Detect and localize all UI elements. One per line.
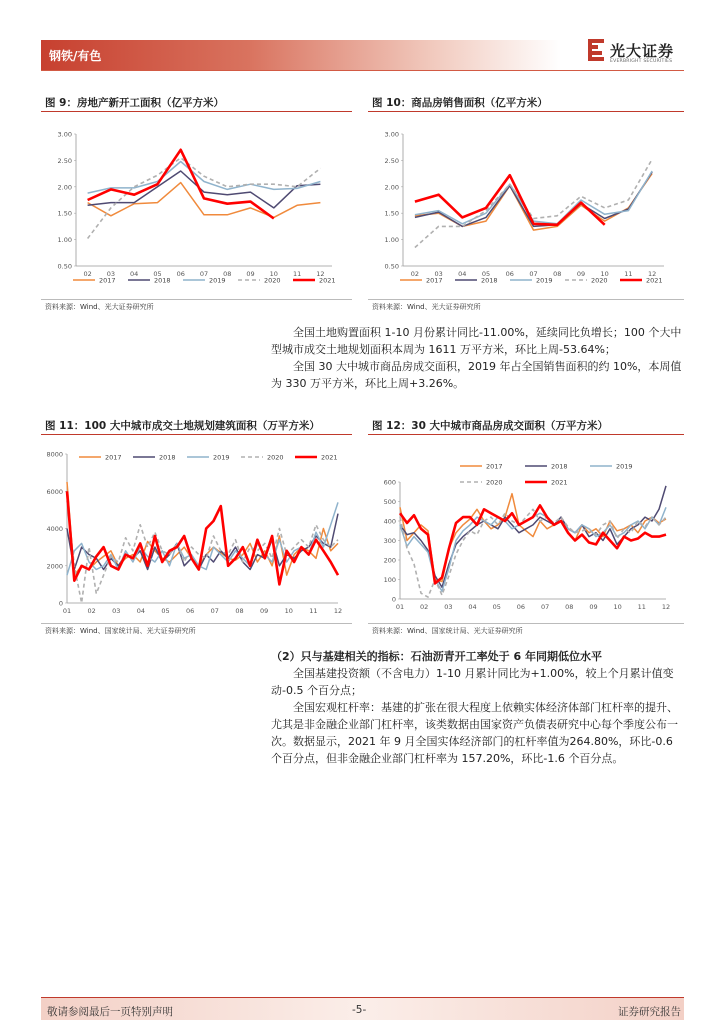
fig9-ytick-label: 1.50 bbox=[57, 209, 72, 218]
fig11-xtick-label: 03 bbox=[112, 607, 121, 615]
fig11-ytick-label: 6000 bbox=[46, 487, 63, 496]
fig12-xtick-label: 07 bbox=[540, 603, 550, 611]
fig9-xtick-label: 03 bbox=[106, 270, 116, 278]
fig9-legend-label-2017: 2017 bbox=[99, 276, 116, 285]
fig12-xtick-label: 04 bbox=[468, 603, 477, 611]
footer-report-type: 证券研究报告 bbox=[618, 1006, 681, 1018]
fig12-ytick-label: 300 bbox=[383, 537, 396, 545]
fig10-legend-label-2019: 2019 bbox=[536, 276, 553, 285]
fig9-series-2019 bbox=[88, 162, 321, 194]
fig10-ytick-label: 0.50 bbox=[384, 262, 399, 271]
fig10-series-2019 bbox=[415, 171, 652, 224]
fig12-xtick-label: 05 bbox=[492, 603, 501, 611]
page-number: -5- bbox=[352, 1004, 367, 1016]
fig10-legend-label-2020: 2020 bbox=[591, 276, 608, 285]
fig10-legend-label-2018: 2018 bbox=[481, 276, 498, 285]
fig9-xtick-label: 08 bbox=[223, 270, 232, 278]
fig12-ytick-label: 600 bbox=[383, 478, 396, 487]
fig12-legend-label-2019: 2019 bbox=[616, 462, 633, 471]
fig10-ytick-label: 1.50 bbox=[384, 209, 399, 218]
fig12-xtick-label: 12 bbox=[661, 603, 671, 611]
fig9-ytick-label: 2.50 bbox=[57, 156, 72, 165]
fig9-xtick-label: 02 bbox=[83, 270, 92, 278]
fig10-source-rule bbox=[368, 299, 684, 300]
fig12-legend-label-2017: 2017 bbox=[486, 462, 503, 471]
fig10-legend-label-2017: 2017 bbox=[426, 276, 443, 285]
fig12-series-2021 bbox=[400, 505, 666, 583]
fig9-ytick-label: 1.00 bbox=[57, 236, 72, 245]
fig11-xtick-label: 07 bbox=[210, 607, 219, 615]
footer-disclaimer: 敬请参阅最后一页特别声明 bbox=[47, 1006, 173, 1018]
fig11-ytick-label: 4000 bbox=[46, 525, 63, 533]
paragraph-infrastructure-investment: 全国基建投资额（不含电力）1-10 月累计同比为+1.00%，较上个月累计值变动-0.5 个百分点； bbox=[271, 667, 674, 697]
fig11-title: 图 11：100 大中城市成交土地规划建筑面积（万平方米） bbox=[45, 420, 320, 432]
fig12-xtick-label: 02 bbox=[420, 603, 429, 611]
fig11-source: 资料来源：Wind、国家统计局、光大证券研究所 bbox=[45, 627, 196, 635]
fig12-xtick-label: 09 bbox=[589, 603, 598, 611]
paragraph-block-2 bbox=[271, 665, 684, 767]
fig12-xtick-label: 08 bbox=[565, 603, 574, 611]
fig10-series-2021 bbox=[415, 175, 605, 225]
fig12-ytick-label: 100 bbox=[383, 576, 396, 584]
fig9-xtick-label: 09 bbox=[246, 270, 255, 278]
fig11-xtick-label: 10 bbox=[284, 607, 293, 615]
fig10-ytick-label: 1.00 bbox=[384, 236, 399, 245]
fig11-legend-label-2019: 2019 bbox=[213, 453, 230, 462]
fig10-source: 资料来源：Wind、光大证券研究所 bbox=[372, 303, 481, 311]
fig9-xtick-label: 11 bbox=[292, 270, 302, 278]
fig11-xtick-label: 09 bbox=[259, 607, 269, 615]
everbright-logo-icon bbox=[588, 39, 604, 61]
fig11-legend-label-2020: 2020 bbox=[267, 453, 284, 462]
fig10-xtick-label: 05 bbox=[481, 270, 491, 278]
fig9-legend-label-2019: 2019 bbox=[209, 276, 226, 285]
brand-name-en: EVERBRIGHT SECURITIES bbox=[610, 59, 673, 64]
brand-logo bbox=[588, 39, 688, 69]
fig10-series-2020 bbox=[415, 159, 652, 247]
fig11-xtick-label: 01 bbox=[62, 607, 72, 615]
fig9-ytick-label: 0.50 bbox=[57, 262, 72, 271]
fig10-legend-label-2021: 2021 bbox=[646, 276, 663, 285]
fig11-source-rule bbox=[41, 623, 352, 624]
fig10-xtick-label: 02 bbox=[410, 270, 420, 278]
fig9-xtick-label: 04 bbox=[130, 270, 139, 278]
fig12-xtick-label: 03 bbox=[444, 603, 453, 611]
fig9-source-rule bbox=[41, 299, 352, 300]
header-band bbox=[41, 40, 561, 70]
fig9-source: 资料来源：Wind、光大证券研究所 bbox=[45, 303, 154, 311]
fig12-xtick-label: 10 bbox=[613, 603, 622, 611]
fig11-xtick-label: 12 bbox=[333, 607, 343, 615]
fig12-source-rule bbox=[368, 623, 684, 624]
fig10-xtick-label: 09 bbox=[576, 270, 586, 278]
fig12-ytick-label: 400 bbox=[383, 517, 396, 526]
fig10-ytick-label: 2.00 bbox=[384, 183, 399, 192]
fig9-ytick-label: 3.00 bbox=[57, 130, 72, 139]
fig10-xtick-label: 04 bbox=[458, 270, 467, 278]
fig11-series-2021 bbox=[67, 491, 338, 584]
fig9-title: 图 9：房地产新开工面积（亿平方米） bbox=[45, 97, 224, 109]
paragraph-housing-transactions: 全国 30 大中城市商品房成交面积，2019 年占全国销售面积的约 10%，本周值为 330 万平方米，环比上周+3.26%。 bbox=[271, 360, 682, 390]
fig10-xtick-label: 06 bbox=[505, 270, 514, 278]
fig11-xtick-label: 02 bbox=[87, 607, 96, 615]
fig9-legend-label-2021: 2021 bbox=[319, 276, 336, 285]
fig12-title: 图 12：30 大中城市商品房成交面积（万平方米） bbox=[372, 420, 609, 432]
fig11-title-rule bbox=[41, 434, 352, 435]
fig10-ytick-label: 3.00 bbox=[384, 130, 399, 139]
fig9-xtick-label: 05 bbox=[153, 270, 162, 278]
fig11-ytick-label: 0 bbox=[58, 599, 63, 608]
fig10-ytick-label: 2.50 bbox=[384, 156, 399, 165]
fig10-chart bbox=[368, 118, 684, 296]
fig12-ytick-label: 0 bbox=[391, 595, 396, 604]
fig12-legend-label-2021: 2021 bbox=[551, 478, 568, 487]
fig12-title-rule bbox=[368, 434, 684, 435]
fig9-xtick-label: 06 bbox=[176, 270, 185, 278]
fig12-ytick-label: 500 bbox=[383, 498, 396, 506]
paragraph-land-purchase: 全国土地购置面积 1-10 月份累计同比-11.00%，延续同比负增长；100 个大中型城市成交土地规划面积本周为 1611 万平方米，环比上周-53.64%； bbox=[271, 326, 682, 356]
fig10-xtick-label: 08 bbox=[553, 270, 562, 278]
section-label: 钢铁/有色 bbox=[49, 49, 102, 63]
fig9-ytick-label: 2.00 bbox=[57, 183, 72, 192]
fig11-ytick-label: 8000 bbox=[46, 450, 63, 459]
fig11-xtick-label: 04 bbox=[136, 607, 146, 615]
fig11-xtick-label: 06 bbox=[186, 607, 195, 615]
header-rule bbox=[41, 70, 684, 71]
paragraph-macro-leverage: 全国宏观杠杆率：基建的扩张在很大程度上依赖实体经济体部门杠杆率的提升、尤其是非金融企业部门杠杆率，该类数据由国家资产负债表研究中心每个季度公布一次。数据显示，2021 年 9 月全国实体经济部门的杠杆率值为264.80%，环比-0.6 个百分点，但非金融企业部门杠杆率为 157.20%，环比-1.6 个百分点。 bbox=[271, 701, 678, 765]
fig11-legend-label-2018: 2018 bbox=[159, 453, 176, 462]
fig10-title: 图 10：商品房销售面积（亿平方米） bbox=[372, 97, 548, 109]
fig12-xtick-label: 11 bbox=[637, 603, 646, 611]
fig9-chart bbox=[41, 118, 352, 296]
fig12-legend-label-2020: 2020 bbox=[486, 478, 503, 487]
section-heading-infrastructure: （2）只与基建相关的指标：石油沥青开工率处于 6 年同期低位水平 bbox=[271, 650, 602, 663]
fig10-xtick-label: 07 bbox=[529, 270, 538, 278]
fig9-legend-label-2018: 2018 bbox=[154, 276, 171, 285]
fig11-xtick-label: 05 bbox=[161, 607, 170, 615]
fig12-xtick-label: 01 bbox=[395, 603, 405, 611]
fig11-legend-label-2017: 2017 bbox=[105, 453, 122, 462]
fig11-series-2018 bbox=[67, 514, 338, 570]
fig12-xtick-label: 06 bbox=[516, 603, 526, 611]
paragraph-block-1 bbox=[271, 324, 684, 392]
fig9-xtick-label: 12 bbox=[316, 270, 325, 278]
fig11-xtick-label: 11 bbox=[309, 607, 318, 615]
fig12-legend-label-2018: 2018 bbox=[551, 462, 568, 471]
fig11-legend-label-2021: 2021 bbox=[321, 453, 338, 462]
fig11-xtick-label: 08 bbox=[235, 607, 244, 615]
fig10-xtick-label: 03 bbox=[434, 270, 443, 278]
fig11-chart bbox=[41, 446, 352, 621]
fig10-title-rule bbox=[368, 111, 684, 112]
fig12-ytick-label: 200 bbox=[383, 556, 396, 565]
fig9-xtick-label: 07 bbox=[199, 270, 209, 278]
fig9-title-rule bbox=[41, 111, 352, 112]
fig10-xtick-label: 12 bbox=[647, 270, 657, 278]
fig11-ytick-label: 2000 bbox=[46, 562, 63, 571]
fig10-xtick-label: 11 bbox=[624, 270, 633, 278]
fig12-source: 资料来源：Wind、国家统计局、光大证券研究所 bbox=[372, 627, 523, 635]
fig9-xtick-label: 10 bbox=[269, 270, 278, 278]
fig12-chart bbox=[368, 454, 684, 621]
fig10-xtick-label: 10 bbox=[600, 270, 609, 278]
fig9-legend-label-2020: 2020 bbox=[264, 276, 281, 285]
brand-name-cn: 光大证券 bbox=[610, 42, 675, 60]
